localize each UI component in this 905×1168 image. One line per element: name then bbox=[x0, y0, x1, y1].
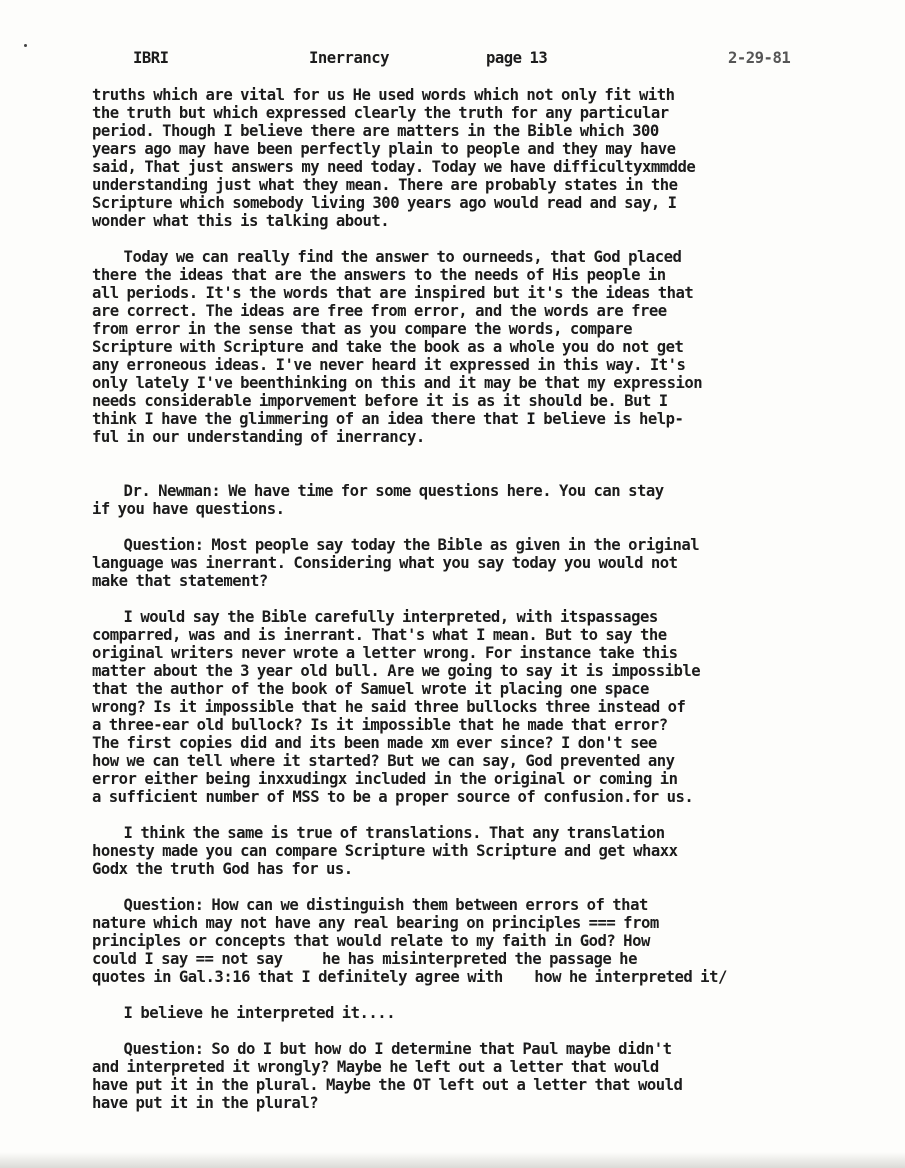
page-header bbox=[0, 49, 905, 69]
paragraph-4: Question: Most people say today the Bible as given in the original language was inerrant. Considering what you say today you would not make that statement? bbox=[92, 536, 700, 590]
header-title: Inerrancy bbox=[309, 49, 389, 67]
paragraph-1: truths which are vital for us He used words which not only fit with the truth but which expressed clearly the truth for any particular period. Though I believe there are matters in the Bible which 300 years ago may have been perfectly plain to people and they may have said, That just answers my need today. Today we have difficultyxmmdde understanding just what they mean. There are probably states in the Scripture which somebody living 300 years ago would read and say, I wonder what this is talking about. bbox=[92, 86, 696, 230]
header-page-number: page 13 bbox=[486, 49, 548, 67]
paragraph-3: Dr. Newman: We have time for some questions here. You can stay if you have questions. bbox=[92, 482, 664, 518]
paragraph-8: I believe he interpreted it.... bbox=[92, 1004, 396, 1022]
paragraph-7: Question: How can we distinguish them between errors of that nature which may not have any real bearing on principles === from principles or concepts that would relate to my faith in God? How could I say == not say he has misinterpreted the passage he quotes in Gal.3:16 that I definitely agree with how he interpreted it/ bbox=[92, 896, 727, 986]
paragraph-6: I think the same is true of translations. That any translation honesty made you can compare Scripture with Scripture and get whaxx Godx the truth God has for us. bbox=[92, 824, 678, 878]
header-source: IBRI bbox=[133, 49, 169, 67]
document-body bbox=[92, 86, 897, 1112]
header-date: 2-29-81 bbox=[728, 49, 791, 67]
paragraph-5: I would say the Bible carefully interpreted, with itspassages comparred, was and is inerrant. That's what I mean. But to say the original writers never wrote a letter wrong. For instance take this matter about the 3 year old bull. Are we going to say it is impossible that the author of the book of Samuel wrote it placing one space wrong? Is it impossible that he said three bullocks three instead of a three-ear old bullock? Is it impossible that he made that error? The first copies did and its been made xm ever since? I don't see how we can tell where it started? But we can say, God prevented any error either being inxxudingx included in the original or coming in a sufficient number of MSS to be a proper source of confusion.for us. bbox=[92, 608, 701, 806]
scan-speck bbox=[24, 44, 27, 47]
scan-bottom-edge bbox=[0, 1152, 905, 1168]
paragraph-9: Question: So do I but how do I determine that Paul maybe didn't and interpreted it wrongly? Maybe he left out a letter that would have put it in the plural. Maybe the OT left out a letter that would have put it in the plural? bbox=[92, 1040, 683, 1112]
paragraph-2: Today we can really find the answer to ourneeds, that God placed there the ideas that are the answers to the needs of His people in all periods. It's the words that are inspired but it's the ideas that are correct. The ideas are free from error, and the words are free from error in the sense that as you compare the words, compare Scripture with Scripture and take the book as a whole you do not get any erroneous ideas. I've never heard it expressed in this way. It's only lately I've beenthinking on this and it may be that my expression needs considerable imporvement before it is as it should be. But I think I have the glimmering of an idea there that I believe is help- ful in our understanding of inerrancy. bbox=[92, 248, 703, 446]
